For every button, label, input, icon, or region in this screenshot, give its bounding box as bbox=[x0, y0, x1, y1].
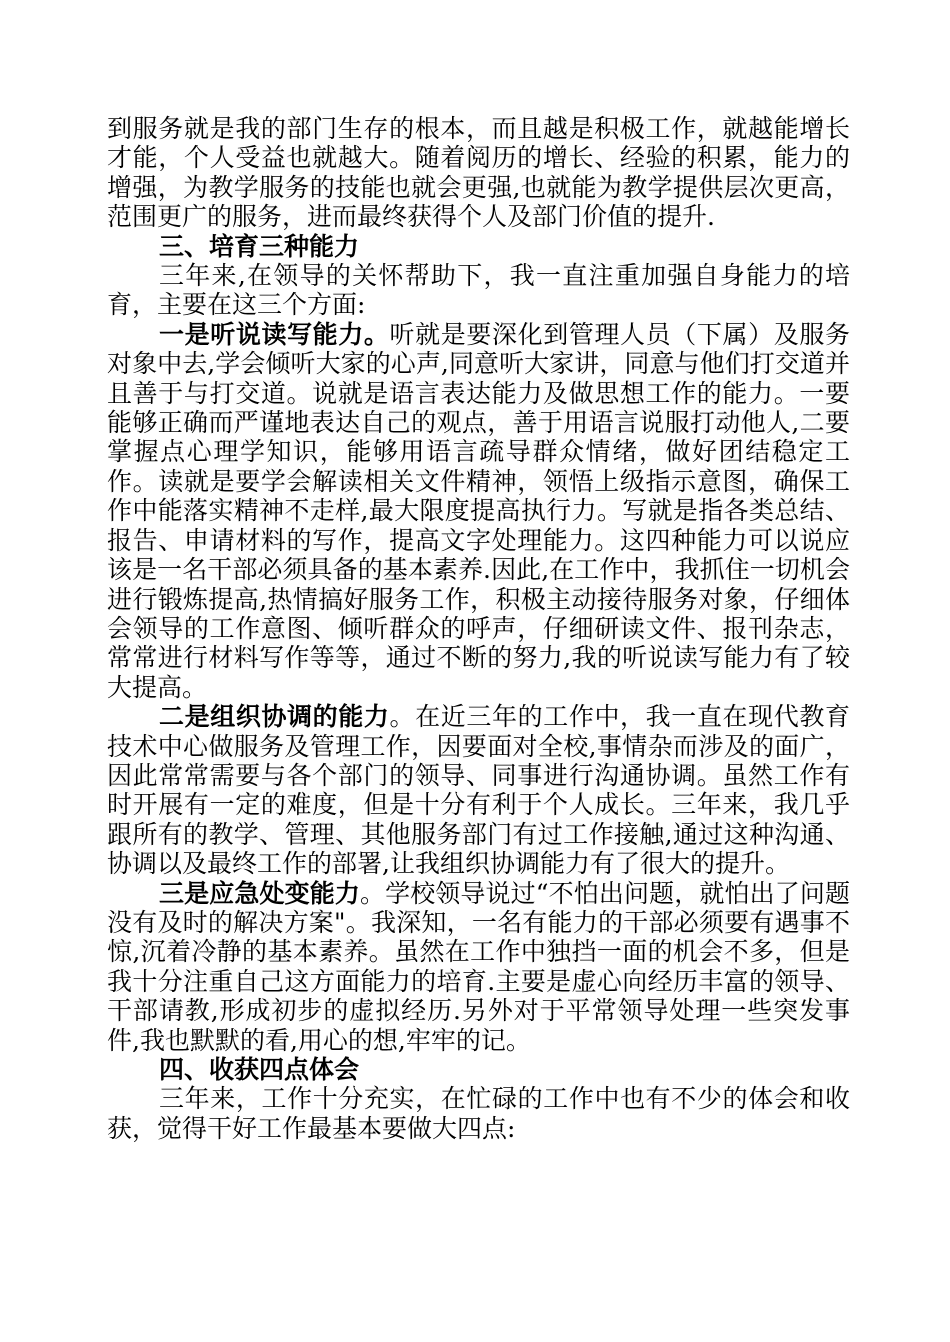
paragraph-coordination bbox=[107, 702, 850, 878]
paragraph-emergency bbox=[107, 879, 850, 1055]
body-listening-speaking: 听就是要深化到管理人员（下属）及服务对象中去,学会倾听大家的心声,同意听大家讲，同意与他们打交道并且善于与打交道。说就是语言表达能力及做思想工作的能力。一要能够正确而严谨地表达自己的观点，善于用语言说服打动他人,二要掌握点心理学知识，能够用语言疏导群众情绪，做好团结稳定工作。读就是要学会解读相关文件精神，领悟上级指示意图，确保工作中能落实精神不走样,最大限度提高执行力。写就是指各类总结、报告、申请材料的写作，提高文字处理能力。这四种能力可以说应该是一名干部必须具备的基本素养.因此,在工作中，我抓住一切机会进行锻炼提高,热情搞好服务工作，积极主动接待服务对象，仔细体会领导的工作意图、倾听群众的呼声，仔细研读文件、报刊杂志，常常进行材料写作等等，通过不断的努力,我的听说读写能力有了较大提高。 bbox=[107, 319, 850, 702]
paragraph-insights-intro: 三年来，工作十分充实，在忙碌的工作中也有不少的体会和收获，觉得干好工作最基本要做大四点: bbox=[107, 1084, 850, 1143]
lead-emergency: 三是应急处变能力 bbox=[159, 878, 360, 908]
lead-coordination: 二是组织协调的能力 bbox=[159, 702, 390, 732]
paragraph-listening-speaking bbox=[107, 320, 850, 702]
section-heading-three-abilities: 三、培育三种能力 bbox=[159, 231, 360, 261]
body-coordination: 。在近三年的工作中，我一直在现代教育技术中心做服务及管理工作，因要面对全校,事情杂而涉及的面广，因此常常需要与各个部门的领导、同事进行沟通协调。虽然工作有时开展有一定的难度，但是十分有利于个人成长。三年来，我几乎跟所有的教学、管理、其他服务部门有过工作接触,通过这种沟通、协调以及最终工作的部署,让我组织协调能力有了很大的提升。 bbox=[107, 702, 850, 879]
body-emergency: 。学校领导说过“不怕出问题，就怕出了问题没有及时的解决方案"。我深知，一名有能力的干部必须要有遇事不惊,沉着冷静的基本素养。虽然在工作中独挡一面的机会不多，但是我十分注重自己这方面能力的培育.主要是虚心向经历丰富的领导、干部请教,形成初步的虚拟经历.另外对于平常领导处理一些突发事件,我也默默的看,用心的想,牢牢的记。 bbox=[107, 878, 850, 1055]
lead-listening-speaking: 一是听说读写能力。 bbox=[159, 319, 390, 349]
paragraph-service-growth: 到服务就是我的部门生存的根本，而且越是积极工作，就越能增长才能，个人受益也就越大。随着阅历的增长、经验的积累，能力的增强，为教学服务的技能也就会更强,也就能为教学提供层次更高，范围更广的服务，进而最终获得个人及部门价值的提升. bbox=[107, 114, 850, 232]
paragraph-abilities-intro: 三年来,在领导的关怀帮助下，我一直注重加强自身能力的培育，主要在这三个方面: bbox=[107, 261, 850, 320]
document-page bbox=[107, 114, 850, 1143]
section-heading-four-insights: 四、收获四点体会 bbox=[159, 1055, 360, 1084]
